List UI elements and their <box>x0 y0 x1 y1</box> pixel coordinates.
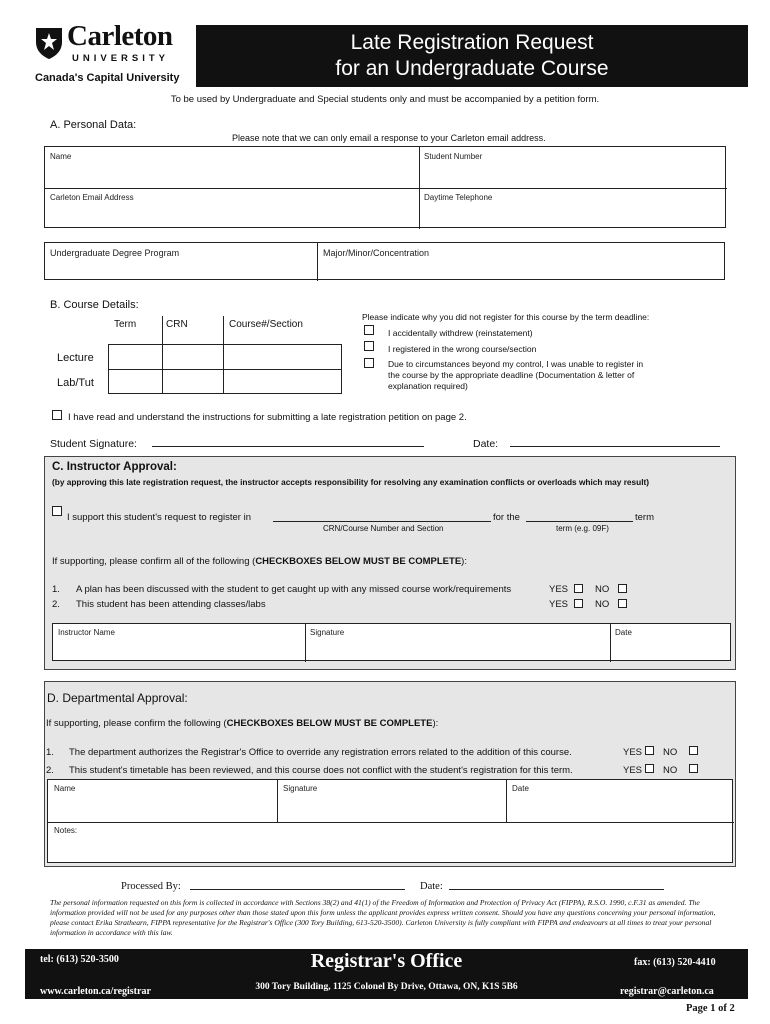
c-item2-text: This student has been attending classes/labs <box>76 599 266 610</box>
personal-data-box <box>44 146 726 228</box>
for-the-label: for the <box>493 512 520 523</box>
university-logo <box>34 20 194 88</box>
c-item1-yes-label: YES <box>549 584 569 595</box>
processed-date-label: Date: <box>420 881 443 892</box>
reason3-checkbox[interactable] <box>364 358 374 368</box>
privacy-statement: The personal information requested on this form is collected in accordance with Sections 38(2) and 41(1) of the Freedom of Information and Protection of Privacy Act (FIPPA), R.S.O. 1990, c.F.31 as amended. The information provided will not be used for any purposes other than those stated upon this form unless the applicant provides express written consent. Should you have any questions concerning your personal information, please contact Erika Strathearn, FIPPA representative for the Registrar's Office (300 Tory Building, 613-520-3500). Carleton University is fully compliant with FIPPA and endeavours at all times to treat your personal information in accordance with this law. <box>50 898 716 937</box>
row-lab: Lab/Tut <box>57 377 94 389</box>
lab-crn-input[interactable] <box>163 370 223 393</box>
section-c-heading: C. Instructor Approval: <box>52 461 177 473</box>
major-field[interactable]: Major/Minor/Concentration <box>323 248 430 258</box>
reason3-label-2: the course by the appropriate deadline (Documentation & letter of <box>388 370 635 380</box>
phone-field[interactable]: Daytime Telephone <box>424 193 493 202</box>
c-item2-yes-checkbox[interactable] <box>574 599 583 608</box>
logo-sub: UNIVERSITY <box>72 53 170 64</box>
degree-box <box>44 242 725 280</box>
reason2-checkbox[interactable] <box>364 341 374 351</box>
lecture-term-input[interactable] <box>109 345 162 369</box>
student-number-field[interactable]: Student Number <box>424 152 483 161</box>
shield-icon <box>34 26 64 60</box>
footer-tel: tel: (613) 520-3500 <box>40 954 119 965</box>
term-label: term <box>635 512 654 523</box>
title-banner <box>196 25 748 87</box>
page-title-line1: Late Registration Request <box>350 31 594 54</box>
reason3-label-3: explanation required) <box>388 381 468 391</box>
instructor-name-field[interactable]: Instructor Name <box>58 628 115 637</box>
d-item1-no-checkbox[interactable] <box>689 746 698 755</box>
ack-checkbox[interactable] <box>52 410 62 420</box>
d-item2-no-label: NO <box>663 765 678 776</box>
d-item1-text: The department authorizes the Registrar's Office to override any registration errors related to the addition of this course. <box>69 747 572 758</box>
d-item1-yes-checkbox[interactable] <box>645 746 654 755</box>
page-number: Page 1 of 2 <box>686 1003 735 1014</box>
processed-date-line[interactable] <box>449 889 664 890</box>
section-d-heading: D. Departmental Approval: <box>47 691 188 705</box>
c-item2-num: 2. <box>52 599 60 610</box>
d-item2-text: This student's timetable has been reviewed, and this course does not conflict with the student's registration for this term. <box>69 765 573 776</box>
crn-hint: CRN/Course Number and Section <box>323 524 444 533</box>
d-item2-yes-label: YES <box>623 765 643 776</box>
footer-web-link[interactable]: www.carleton.ca/registrar <box>40 986 151 997</box>
term-hint: term (e.g. 09F) <box>556 524 609 533</box>
col-term: Term <box>114 319 137 330</box>
instructor-date-field[interactable]: Date <box>615 628 632 637</box>
c-item1-text: A plan has been discussed with the student to get caught up with any missed course work/requirements <box>76 584 512 595</box>
reason1-checkbox[interactable] <box>364 325 374 335</box>
row-lecture: Lecture <box>57 352 94 364</box>
footer-fax: fax: (613) 520-4410 <box>634 957 716 968</box>
c-item1-no-checkbox[interactable] <box>618 584 627 593</box>
c-item1-yes-checkbox[interactable] <box>574 584 583 593</box>
section-c-sub: (by approving this late registration request, the instructor accepts responsibility for resolving any examination conflicts or overloads which may result) <box>52 477 650 487</box>
section-d-confirm: If supporting, please confirm the following (CHECKBOXES BELOW MUST BE COMPLETE): <box>46 718 439 729</box>
tagline: Canada's Capital University <box>35 72 180 84</box>
d-item2-num: 2. <box>46 765 54 776</box>
dept-sign-box <box>47 779 733 863</box>
degree-field[interactable]: Undergraduate Degree Program <box>50 248 180 258</box>
reason1-label: I accidentally withdrew (reinstatement) <box>388 328 533 338</box>
instructor-signature-field[interactable]: Signature <box>310 628 345 637</box>
lecture-crn-input[interactable] <box>163 345 223 369</box>
section-a-heading: A. Personal Data: <box>50 119 137 131</box>
d-item1-num: 1. <box>46 747 54 758</box>
course-table <box>108 316 342 394</box>
d-item1-no-label: NO <box>663 747 678 758</box>
intro-text: To be used by Undergraduate and Special students only and must be accompanied by a petition form. <box>170 94 600 105</box>
c-item2-no-checkbox[interactable] <box>618 599 627 608</box>
instructor-sign-box <box>52 623 731 661</box>
lecture-course-input[interactable] <box>224 345 341 369</box>
dept-signature-field[interactable]: Signature <box>283 784 318 793</box>
student-signature-line[interactable] <box>152 446 424 447</box>
footer-address: 300 Tory Building, 1125 Colonel By Drive, Ottawa, ON, K1S 5B6 <box>255 982 518 992</box>
reason3-label-1: Due to circumstances beyond my control, I was unable to register in <box>388 359 644 369</box>
lab-course-input[interactable] <box>224 370 341 393</box>
student-signature-label: Student Signature: <box>50 438 137 450</box>
support-term-line[interactable] <box>526 521 633 522</box>
d-item2-yes-checkbox[interactable] <box>645 764 654 773</box>
page-title-line2: for an Undergraduate Course <box>335 57 609 80</box>
reason-prompt: Please indicate why you did not register for this course by the term deadline: <box>362 312 650 322</box>
support-course-line[interactable] <box>273 521 491 522</box>
dept-date-field[interactable]: Date <box>512 784 529 793</box>
d-item2-no-checkbox[interactable] <box>689 764 698 773</box>
footer-email-link[interactable]: registrar@carleton.ca <box>620 986 714 997</box>
dept-name-field[interactable]: Name <box>54 784 76 793</box>
d-item1-yes-label: YES <box>623 747 643 758</box>
name-field[interactable]: Name <box>50 152 72 161</box>
email-note: Please note that we can only email a response to your Carleton email address. <box>232 133 546 143</box>
col-crn: CRN <box>166 319 188 330</box>
c-item1-no-label: NO <box>595 584 610 595</box>
lab-term-input[interactable] <box>109 370 162 393</box>
dept-notes-field[interactable]: Notes: <box>54 826 78 835</box>
ack-label: I have read and understand the instructions for submitting a late registration petition on page 2. <box>68 412 467 423</box>
c-item2-no-label: NO <box>595 599 610 610</box>
support-checkbox[interactable] <box>52 506 62 516</box>
c-item2-yes-label: YES <box>549 599 569 610</box>
section-b-heading: B. Course Details: <box>50 299 139 311</box>
section-c-panel <box>44 456 736 670</box>
c-item1-num: 1. <box>52 584 60 595</box>
email-field[interactable]: Carleton Email Address <box>50 193 134 202</box>
student-date-line[interactable] <box>510 446 720 447</box>
footer-bar <box>25 949 748 999</box>
footer-office-title: Registrar's Office <box>310 950 463 972</box>
logo-name: Carleton <box>67 20 173 52</box>
reason2-label: I registered in the wrong course/section <box>388 344 537 354</box>
support-label: I support this student's request to register in <box>67 512 251 523</box>
col-course: Course#/Section <box>229 319 303 330</box>
processed-by-line[interactable] <box>190 889 405 890</box>
student-date-label: Date: <box>473 438 499 450</box>
processed-by-label: Processed By: <box>121 881 181 892</box>
section-d-panel <box>44 681 736 867</box>
section-c-confirm: If supporting, please confirm all of the following (CHECKBOXES BELOW MUST BE COMPLETE): <box>52 556 467 567</box>
